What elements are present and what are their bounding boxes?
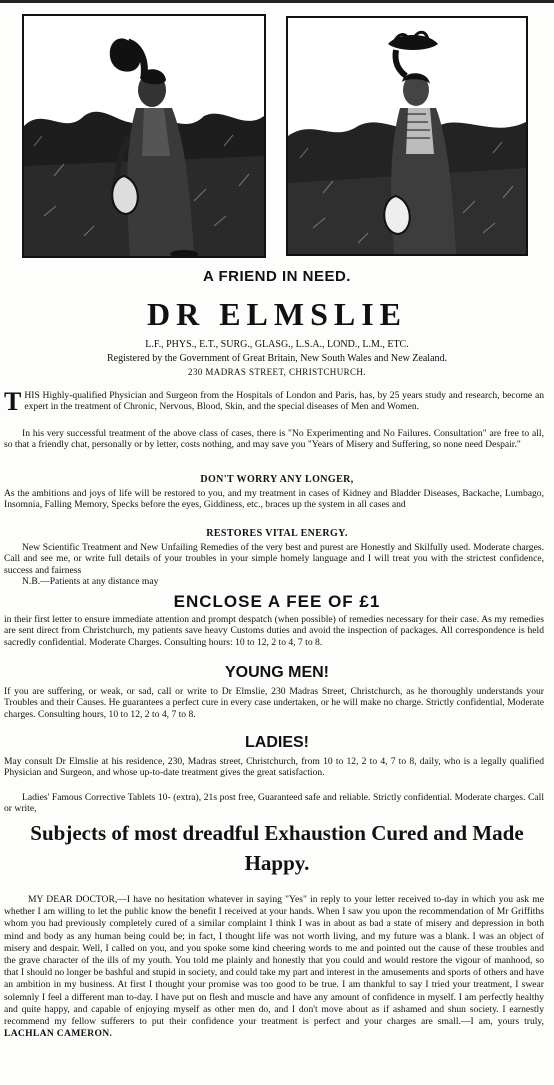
woman-figure-after-illustration xyxy=(286,16,528,256)
woman-figure-before-illustration xyxy=(22,14,266,258)
paragraph-consultation: In his very successful treatment of the above class of cases, there is "No Experimenting and No Failures. Consultation" are free to all, so that a friendly chat, personally or by letter, costs nothing, and may save you "Years of Misery and Suffering, so none need Despair." xyxy=(4,428,544,451)
enclose-fee-heading: ENCLOSE A FEE OF £1 xyxy=(173,592,381,611)
subjects-heading: Subjects of most dreadful Exhaustion Cured and Made Happy. xyxy=(30,821,524,875)
intro-paragraph xyxy=(4,387,544,416)
nb-line: N.B.—Patients at any distance may xyxy=(22,576,159,587)
testimonial-letter xyxy=(4,894,544,1040)
young-men-heading: YOUNG MEN! xyxy=(225,664,329,681)
signature: LACHLAN CAMERON. xyxy=(4,1028,113,1040)
paragraph-young-men: If you are suffering, or weak, or sad, call or write to Dr Elmslie, 230 Madras Street, Christchurch, as he thoroughly understands your Troubles and their Causes. He guarantees a perfect cure in every case undertaken, or he will make no charge. Strictly confidential, Moderate charges. Consulting hours, 10 to 12, 2 to 4, 7 to 8. xyxy=(4,686,544,720)
woman-figure-after-icon xyxy=(288,18,526,254)
dont-worry-heading: DON'T WORRY ANY LONGER, xyxy=(200,474,354,485)
dropcap: T xyxy=(4,387,22,416)
headline: A FRIEND IN NEED. xyxy=(203,268,351,285)
letter-text: MY DEAR DOCTOR,—I have no hesitation whatever in saying "Yes" in reply to your letter received to-day in which you ask me whether I am willing to let the public know the benefit I received at your hands. When I saw you upon the recommendation of Mr Griffiths whom you had previously completely cured of a similar complaint I think I was in about as bad a state of misery and depression in both mind and body as any human being could be; in fact, I thought life was not worth living, and my future was a blank. I was an object of misery and despair. Well, I called on you, and you spoke some kind cheering words to me and pointed out the cause of these troubles and the grave character of the ills of my youth. You told me plainly and honestly that you could and would restore the vigour of manhood, so that I should no longer be bashful and stupid in society, and could take my part and interest in the amusements and sports of others and have an ambition in my business. At first I thought your promise was too good to be true. I am thankful to say I tried your treatment, I swear solemnly I feel a different man to-day. I have put on flesh and muscle and have any amount of confidence in myself. I am perfectly healthy and quite happy, and capable of enjoying myself as other men do, and I don't move about as if ashamed and shun society. I earnestly recommend my fellow sufferers to put their confidence your treatment is perfect and your charges are small.—I am, yours truly, xyxy=(4,894,544,1028)
credentials: L.F., PHYS., E.T., SURG., GLASG., L.S.A., LOND., L.M., ETC. xyxy=(145,339,409,350)
paragraph-fee: in their first letter to ensure immediate attention and prompt despatch (when possible) of remedies necessary for their case. As my remedies are sent direct from Christchurch, my patients save heavy Customs duties and avoid the inspection of packages. All correspondence is held sacredly confidential. Moderate Charges. Consulting hours: 10 to 12, 2 to 4, 7 to 8. xyxy=(4,614,544,648)
paragraph-tablets: Ladies' Famous Corrective Tablets 10- (extra), 21s post free, Guaranteed safe and reliable. Strictly confidential. Moderate charges. Call or write, xyxy=(4,792,544,815)
doctor-name: DR ELMSLIE xyxy=(146,296,408,332)
woman-figure-before-icon xyxy=(24,16,264,256)
paragraph-ladies: May consult Dr Elmslie at his residence, 230, Madras street, Christchurch, from 10 to 12, 2 to 4, 7 to 8, daily, who is a legally qualified Physician and Surgeon, and whose up-to-date treatment gives the great satisfaction. xyxy=(4,756,544,779)
paragraph-ambitions: As the ambitions and joys of life will be restored to you, and my treatment in cases of Kidney and Bladder Diseases, Backache, Lumbago, Insomnia, Falling Memory, Specks before the eyes, Giddiness, etc., braces up the system in all cases and xyxy=(4,488,544,511)
restores-heading: RESTORES VITAL ENERGY. xyxy=(206,528,348,539)
intro-text: HIS Highly-qualified Physician and Surgeon from the Hospitals of London and Paris, has, by 25 years study and research, become an expert in the treatment of Chronic, Nervous, Blood, Skin, and the special diseases of Men and Women. xyxy=(24,390,544,413)
top-border-rule xyxy=(0,0,554,3)
ladies-heading: LADIES! xyxy=(245,734,309,751)
address: 230 MADRAS STREET, CHRISTCHURCH. xyxy=(188,367,366,377)
paragraph-treatment: New Scientific Treatment and New Unfailing Remedies of the very best and purest are Honestly and Skilfully used. Moderate charges. Call and see me, or write full details of your troubles in your simple homely language and I will treat you with the strictest confidence, success and fairness xyxy=(4,542,544,576)
registered-line: Registered by the Government of Great Britain, New South Wales and New Zealand. xyxy=(106,353,448,364)
